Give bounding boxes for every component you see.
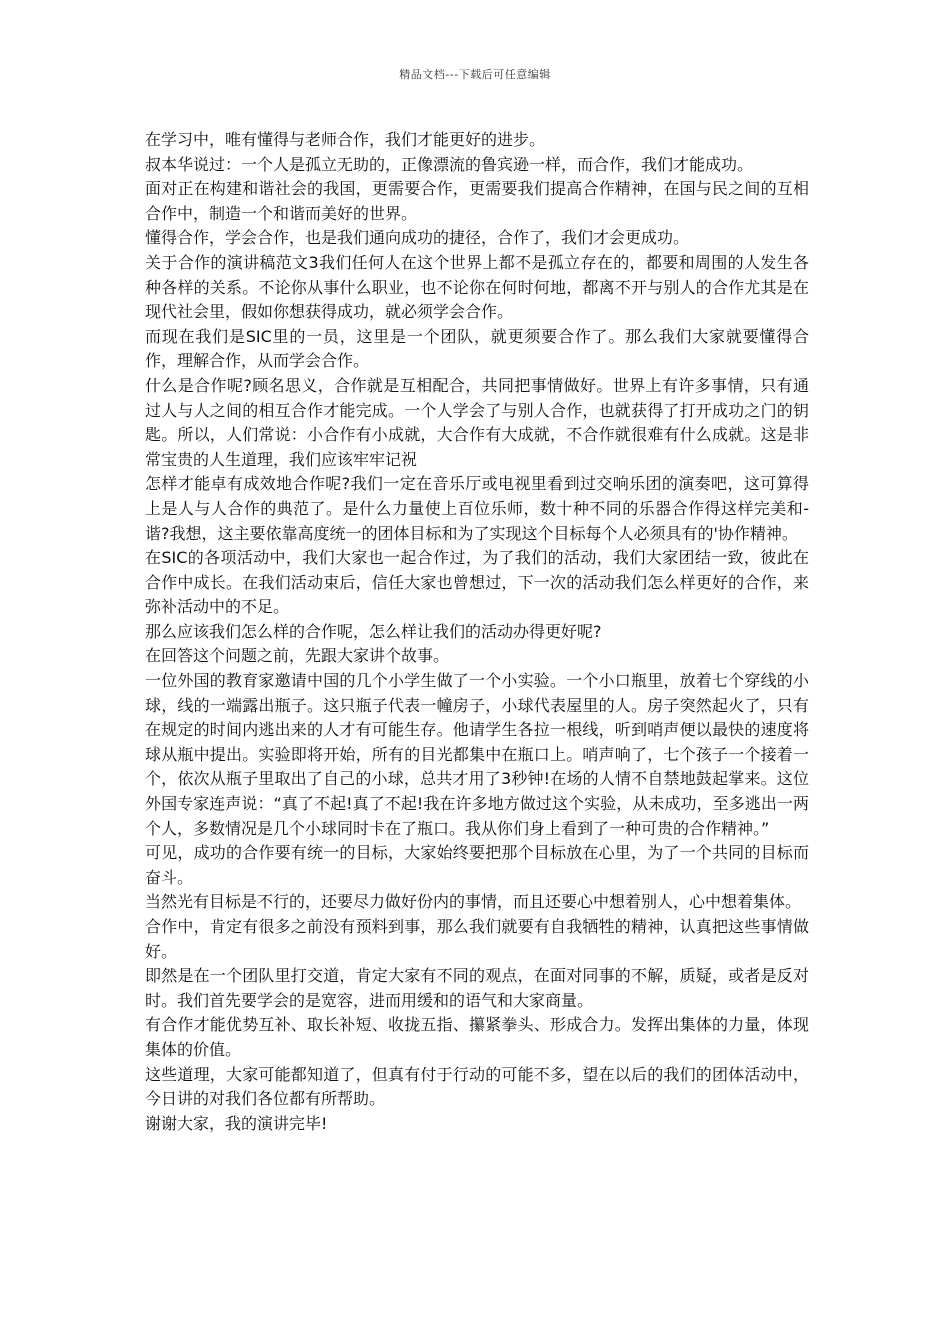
paragraph: 即然是在一个团队里打交道，肯定大家有不同的观点，在面对同事的不解，质疑，或者是反对时。我们首先要学会的是宽容，进而用缓和的语气和大家商量。: [145, 966, 809, 1010]
page-header: 精品文档---下载后可任意编辑: [399, 68, 551, 81]
document-body: [145, 128, 809, 1136]
paragraph: 可见，成功的合作要有统一的目标，大家始终要把那个目标放在心里，为了一个共同的目标而奋斗。: [145, 843, 809, 887]
paragraph: 关于合作的演讲稿范文3我们任何人在这个世界上都不是孤立存在的，都要和周围的人发生各种各样的关系。不论你从事什么职业，也不论你在何时何地，都离不开与别人的合作尤其是在现代社会里，假如你想获得成功，就必须学会合作。: [145, 252, 809, 322]
paragraph: 而现在我们是SIC里的一员，这里是一个团队，就更须要合作了。那么我们大家就要懂得合作，理解合作，从而学会合作。: [145, 326, 809, 371]
paragraph: 叔本华说过：一个人是孤立无助的，正像漂流的鲁宾逊一样，而合作，我们才能成功。: [145, 154, 754, 174]
paragraph: 什么是合作呢?顾名思义，合作就是互相配合，共同把事情做好。世界上有许多事情，只有通过人与人之间的相互合作才能完成。一个人学会了与别人合作，也就获得了打开成功之门的钥匙。所以，人们常说：小合作有小成就，大合作有大成就，不合作就很难有什么成就。这是非常宝贵的人生道理，我们应该牢牢记祝: [145, 375, 809, 469]
paragraph: 懂得合作，学会合作，也是我们通向成功的捷径，合作了，我们才会更成功。: [145, 228, 690, 248]
paragraph: 那么应该我们怎么样的合作呢，怎么样让我们的活动办得更好呢?: [145, 621, 602, 641]
paragraph: 在回答这个问题之前，先跟大家讲个故事。: [145, 646, 450, 666]
paragraph: 怎样才能卓有成效地合作呢?我们一定在音乐厅或电视里看到过交响乐团的演奏吧，这可算得上是人与人合作的典范了。是什么力量使上百位乐师，数十种不同的乐器合作得这样完美和-谐?我想，这主要依靠高度统一的团体目标和为了实现这个目标每个人必须具有的'协作精神。: [145, 474, 809, 543]
paragraph: 谢谢大家，我的演讲完毕!: [145, 1113, 328, 1133]
paragraph: 当然光有目标是不行的，还要尽力做好份内的事情，而且还要心中想着别人，心中想着集体。: [145, 892, 802, 912]
paragraph: 这些道理，大家可能都知道了，但真有付于行动的可能不多，望在以后的我们的团体活动中，今日讲的对我们各位都有所帮助。: [145, 1064, 809, 1109]
paragraph: 在SIC的各项活动中，我们大家也一起合作过，为了我们的活动，我们大家团结一致，彼此在合作中成长。在我们活动束后，信任大家也曾想过，下一次的活动我们怎么样更好的合作，来弥补活动中的不足。: [145, 548, 809, 617]
paragraph: 一位外国的教育家邀请中国的几个小学生做了一个小实验。一个小口瓶里，放着七个穿线的小球，线的一端露出瓶子。这只瓶子代表一幢房子，小球代表屋里的人。房子突然起火了，只有在规定的时间内逃出来的人才有可能生存。他请学生各拉一根线，听到哨声便以最快的速度将球从瓶中提出。实验即将开始，所有的目光都集中在瓶口上。哨声响了，七个孩子一个接着一个，依次从瓶子里取出了自己的小球，总共才用了3秒钟!在场的人情不自禁地鼓起掌来。这位外国专家连声说：“真了不起!真了不起!我在许多地方做过这个实验，从未成功，至多逃出一两个人，多数情况是几个小球同时卡在了瓶口。我从你们身上看到了一种可贵的合作精神。”: [145, 671, 809, 838]
paragraph: 面对正在构建和谐社会的我国，更需要合作，更需要我们提高合作精神，在国与民之间的互相合作中，制造一个和谐而美好的世界。: [145, 179, 809, 223]
paragraph: 有合作才能优势互补、取长补短、收拢五指、攥紧拳头、形成合力。发挥出集体的力量，体现集体的价值。: [145, 1015, 809, 1059]
paragraph: 合作中，肯定有很多之前没有预料到事，那么我们就要有自我牺牲的精神，认真把这些事情做好。: [145, 917, 809, 961]
paragraph: 在学习中，唯有懂得与老师合作，我们才能更好的进步。: [145, 130, 546, 149]
